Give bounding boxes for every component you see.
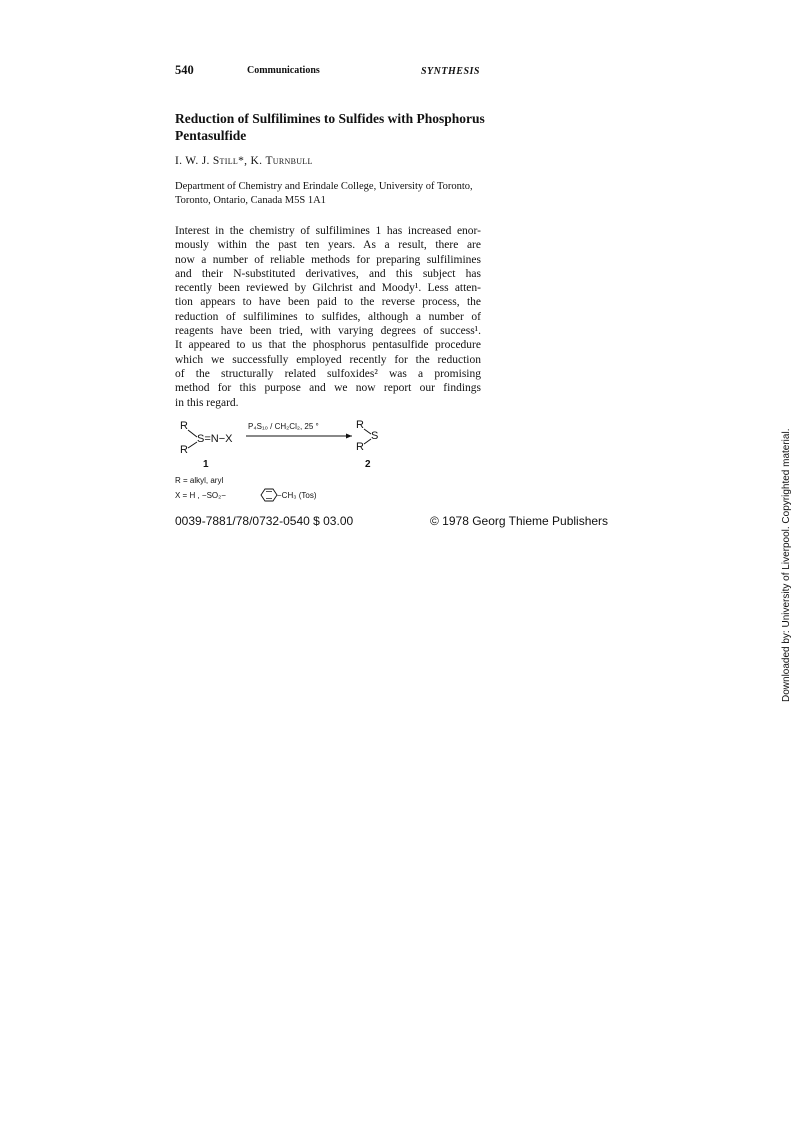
body-line: Interest in the chemistry of sulfilimines 1 has increased enor- bbox=[175, 225, 481, 237]
article-code: 0039-7881/78/0732-0540 $ 03.00 bbox=[175, 514, 354, 528]
definition-x-suffix: −CH₃ (Tos) bbox=[277, 491, 317, 500]
affiliation: Department of Chemistry and Erindale College, University of Toronto, Toronto, Ontario, Canada M5S 1A1 bbox=[175, 181, 473, 206]
body-line: reagents have been tried, with varying degrees of success¹. bbox=[175, 325, 481, 338]
section-label: Communications bbox=[247, 65, 320, 76]
body-line: recently been reviewed by Gilchrist and Moody¹. Less atten- bbox=[175, 282, 481, 295]
journal-name: SYNTHESIS bbox=[421, 66, 480, 77]
product-bond-top bbox=[364, 429, 371, 434]
product-r-top: R bbox=[356, 419, 364, 431]
page-number: 540 bbox=[175, 63, 194, 77]
reactant-label: 1 bbox=[203, 459, 209, 470]
arrow-head bbox=[346, 434, 352, 439]
reactant-bond-top bbox=[188, 430, 197, 437]
body-line: tion appears to have been paid to the reverse process, the bbox=[175, 296, 481, 309]
body-text bbox=[175, 224, 481, 410]
author1-name: Still bbox=[212, 155, 239, 167]
body-line: which we successfully employed recently for the reduction bbox=[175, 353, 481, 366]
body-line: in this regard. bbox=[175, 396, 239, 409]
definition-x-prefix: X = H , −SO₂− bbox=[175, 491, 226, 500]
reaction-scheme bbox=[170, 416, 400, 508]
body-line: It appeared to us that the phosphorus pentasulfide procedure bbox=[175, 339, 481, 352]
author-line bbox=[175, 155, 313, 167]
product-r-bottom: R bbox=[356, 441, 364, 453]
body-line: mously within the past ten years. As a result, there are bbox=[175, 239, 481, 252]
product-core: S bbox=[371, 430, 379, 442]
download-note: Downloaded by: University of Liverpool. Copyrighted material. bbox=[781, 428, 792, 702]
definition-r: R = alkyl, aryl bbox=[175, 476, 224, 485]
body-line: method for this purpose and we now report our findings bbox=[175, 382, 481, 395]
benzene-ring-icon bbox=[261, 489, 277, 501]
download-sidebar bbox=[781, 415, 795, 715]
reactant-core: S=N−X bbox=[197, 433, 233, 445]
reagents: P₄S₁₀ / CH₂Cl₂, 25 ° bbox=[248, 422, 319, 431]
author2-name: Turnbull bbox=[265, 155, 313, 167]
article-title: Reduction of Sulfilimines to Sulfides with Phosphorus Pentasulfide bbox=[175, 111, 485, 143]
product-label: 2 bbox=[365, 459, 371, 470]
body-line: now a number of reliable methods for preparing sulfilimines bbox=[175, 253, 481, 266]
author1-initials: I. W. J. bbox=[175, 155, 213, 167]
body-line: reduction of sulfilimines to sulfides, although a number of bbox=[175, 310, 481, 323]
product-bond-bottom bbox=[364, 439, 371, 444]
reactant-r-top: R bbox=[180, 420, 188, 432]
body-line: and their N-substituted derivatives, and this subject has bbox=[175, 267, 481, 280]
reactant-bond-bottom bbox=[188, 442, 197, 448]
author1-mark: *, K. bbox=[238, 155, 266, 167]
body-line: of the structurally related sulfoxides² was a promising bbox=[175, 367, 481, 380]
copyright: © 1978 Georg Thieme Publishers bbox=[430, 514, 609, 528]
reactant-r-bottom: R bbox=[180, 444, 188, 456]
